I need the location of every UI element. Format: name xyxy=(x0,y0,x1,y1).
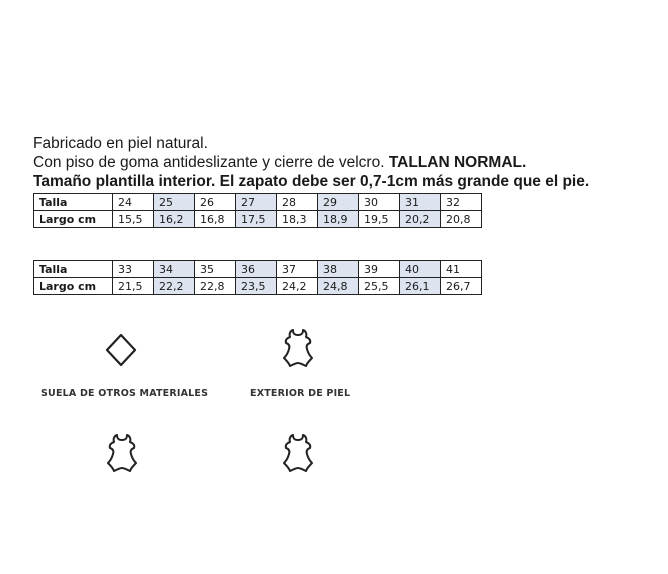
talla-cell: 41 xyxy=(441,261,482,278)
largo-cell: 18,3 xyxy=(277,211,318,228)
largo-cell: 21,5 xyxy=(113,278,154,295)
talla-cell: 29 xyxy=(318,194,359,211)
talla-header: Talla xyxy=(34,261,113,278)
largo-cell: 26,1 xyxy=(400,278,441,295)
length-row xyxy=(34,278,482,295)
description-line-2 xyxy=(33,153,589,172)
largo-cell: 26,7 xyxy=(441,278,482,295)
talla-cell: 39 xyxy=(359,261,400,278)
largo-cell: 19,5 xyxy=(359,211,400,228)
size-table-2 xyxy=(33,260,482,295)
talla-cell: 36 xyxy=(236,261,277,278)
talla-cell: 33 xyxy=(113,261,154,278)
talla-header: Talla xyxy=(34,194,113,211)
talla-cell: 28 xyxy=(277,194,318,211)
largo-cell: 20,2 xyxy=(400,211,441,228)
leather-hide-icon xyxy=(282,328,314,368)
description-line-1: Fabricado en piel natural. xyxy=(33,135,208,152)
talla-cell: 38 xyxy=(318,261,359,278)
talla-cell: 31 xyxy=(400,194,441,211)
talla-cell: 24 xyxy=(113,194,154,211)
largo-cell: 17,5 xyxy=(236,211,277,228)
talla-cell: 25 xyxy=(154,194,195,211)
largo-cell: 20,8 xyxy=(441,211,482,228)
exterior-caption: EXTERIOR DE PIEL xyxy=(250,388,351,399)
talla-cell: 37 xyxy=(277,261,318,278)
leather-hide-icon xyxy=(106,433,138,473)
length-row xyxy=(34,211,482,228)
largo-cell: 16,2 xyxy=(154,211,195,228)
talla-cell: 32 xyxy=(441,194,482,211)
largo-cell: 22,8 xyxy=(195,278,236,295)
diamond-icon xyxy=(104,333,138,367)
talla-cell: 34 xyxy=(154,261,195,278)
insole-note: Tamaño plantilla interior. El zapato debe ser 0,7-1cm más grande que el pie. xyxy=(33,173,590,190)
largo-cell: 25,5 xyxy=(359,278,400,295)
size-row xyxy=(34,194,482,211)
product-description xyxy=(33,134,589,191)
largo-cell: 18,9 xyxy=(318,211,359,228)
largo-cell: 15,5 xyxy=(113,211,154,228)
largo-header: Largo cm xyxy=(34,211,113,228)
size-row xyxy=(34,261,482,278)
largo-cell: 16,8 xyxy=(195,211,236,228)
size-table-1 xyxy=(33,193,482,228)
sole-caption: SUELA DE OTROS MATERIALES xyxy=(41,388,209,399)
talla-cell: 27 xyxy=(236,194,277,211)
talla-cell: 40 xyxy=(400,261,441,278)
leather-hide-icon xyxy=(282,433,314,473)
fit-note: TALLAN NORMAL. xyxy=(388,154,527,171)
description-line-2-text: Con piso de goma antideslizante y cierre de velcro. xyxy=(33,154,389,171)
talla-cell: 35 xyxy=(195,261,236,278)
largo-cell: 24,2 xyxy=(277,278,318,295)
talla-cell: 30 xyxy=(359,194,400,211)
largo-cell: 23,5 xyxy=(236,278,277,295)
largo-cell: 22,2 xyxy=(154,278,195,295)
largo-header: Largo cm xyxy=(34,278,113,295)
largo-cell: 24,8 xyxy=(318,278,359,295)
talla-cell: 26 xyxy=(195,194,236,211)
